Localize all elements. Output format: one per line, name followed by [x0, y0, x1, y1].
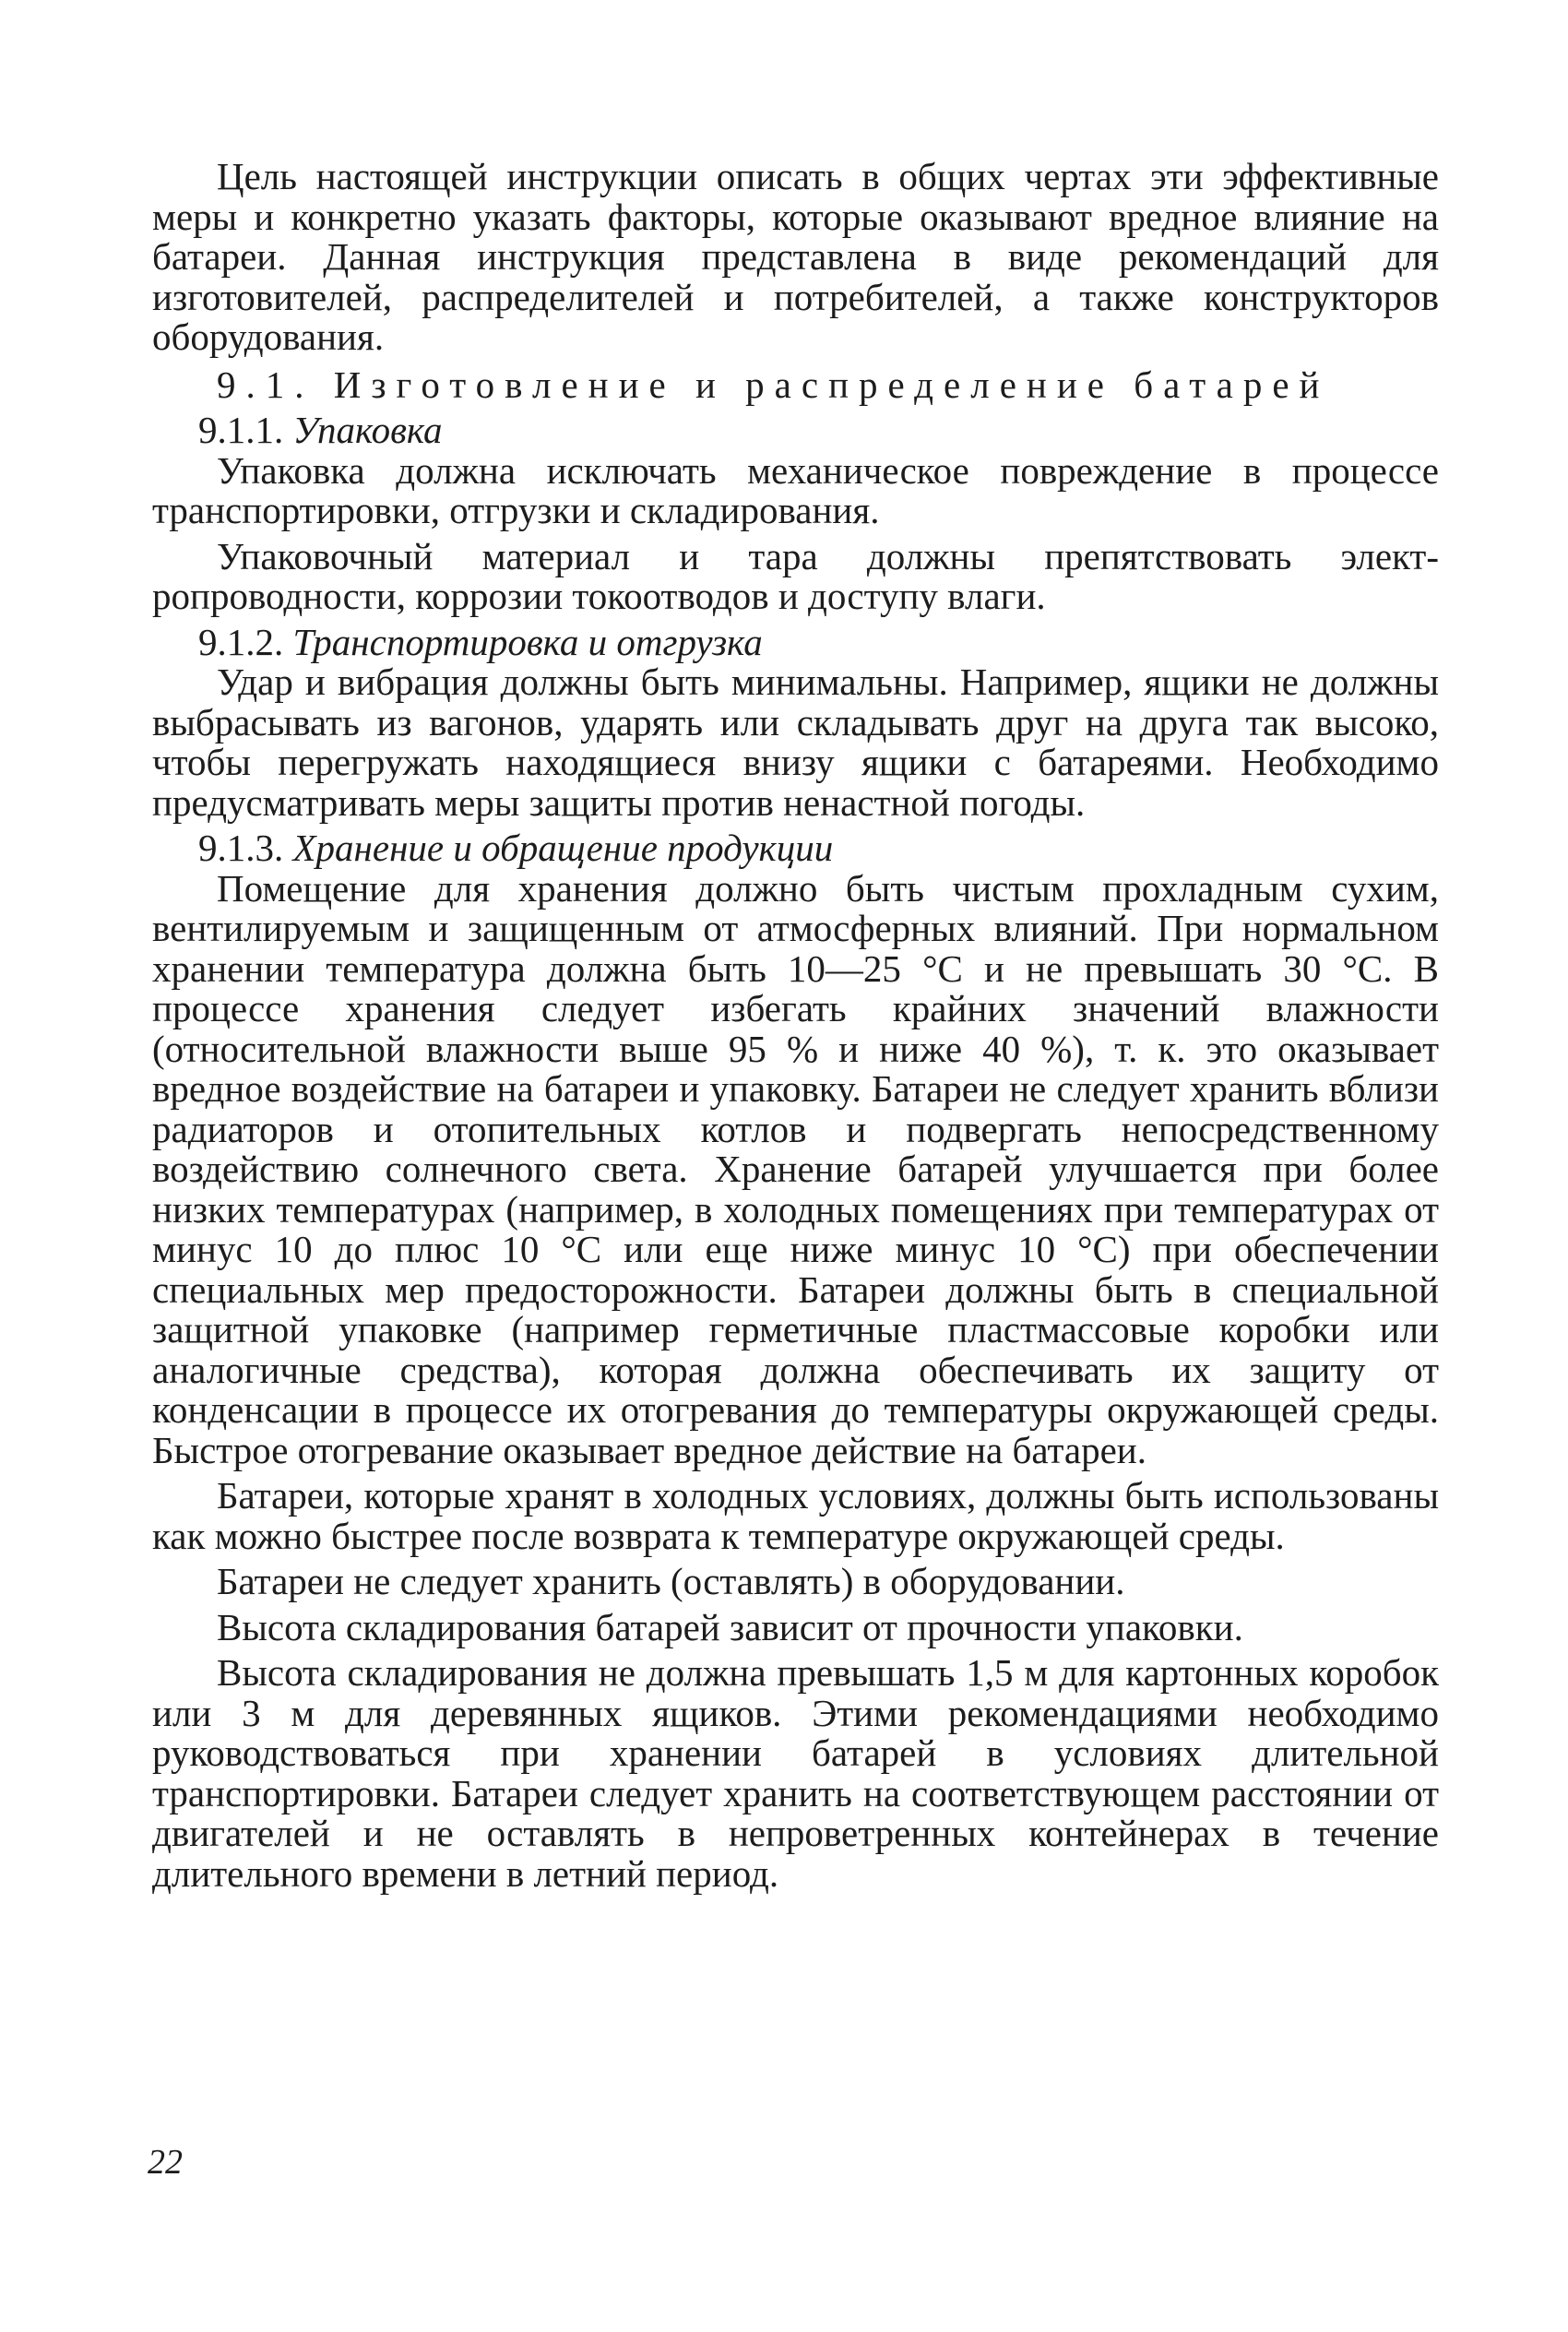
packaging-paragraph: Упаковочный материал и тара должны препятствовать электропроводности, коррозии токоотводов и доступу влаги.: [152, 534, 1439, 617]
subsection-heading-packaging: [152, 410, 1439, 451]
subsection-heading-transport: [152, 620, 1439, 663]
section-heading: [152, 365, 1439, 406]
subsection-number: 9.1.3.: [198, 827, 284, 869]
section-number: 9.1.: [217, 363, 315, 406]
body-text: [152, 157, 1439, 1894]
section-title: Изготовление и распределение батарей: [333, 363, 1330, 406]
subsection-title: Транспортировка и отгрузка: [292, 620, 763, 663]
storage-paragraph: Высота складирования батарей зависит от прочности упаковки.: [217, 1605, 1243, 1648]
storage-paragraph: Высота складирования не должна превышать 1,5 м для картонных коробок или 3 м для деревянных ящиков. Этими рекомендациями необходимо руководствоваться при хранении батарей в условиях длительной транспортировки. Батареи следует хранить на соответствующем расстоянии от двигателей и не оставлять в непроветренных контейнерах в течение длительного времени в летний период.: [152, 1651, 1439, 1895]
storage-paragraph: Батареи не следует хранить (оставлять) в оборудовании.: [217, 1560, 1125, 1602]
subsection-title: Хранение и обращение продукции: [292, 827, 834, 869]
subsection-number: 9.1.2.: [198, 620, 284, 663]
storage-paragraph: Помещение для хранения должно быть чистым прохладным сухим, вентилируемым и защищенным от атмосферных влияний. При нормальном хранении температура должна быть 10—25 °С и не превышать 30 °С. В процессе хранения следует избегать крайних значений влажности (относительной влажности выше 95 % и ниже 40 %), т. к. это оказывает вредное воздействие на батареи и упаковку. Батареи не следует хранить вблизи радиаторов и отопительных котлов и подвергать непосредственному воздействию солнечного света. Хранение батарей улучшается при более низких температурах (например, в холодных помещениях при температурах от минус 10 до плюс 10 °С или еще ниже минус 10 °С) при обеспечении специальных мер предосторожности. Батареи должны быть в специальной защитной упаковке (например герметичные пластмассовые коробки или аналогичные средства), которая должна обеспечивать их защиту от конденсации в процессе их отогревания до температуры окружающей среды. Быстрое отогревание оказывает вредное действие на батареи.: [152, 866, 1439, 1471]
subsection-heading-storage: [152, 828, 1439, 869]
intro-paragraph: Цель настоящей инструкции описать в общих чертах эти эффективные меры и конкретно указать факторы, которые оказывают вредное влияние на батареи. Данная инструкция представлена в виде рекомендаций для изготовителей, распределителей и потребителей, а также конструкторов оборудования.: [152, 155, 1439, 358]
storage-paragraph: Батареи, которые хранят в холодных условиях, должны быть использованы как можно быстрее после возврата к температуре окружающей среды.: [152, 1474, 1439, 1557]
page-number: 22: [148, 2143, 183, 2182]
subsection-title: Упаковка: [292, 409, 443, 451]
transport-paragraph: Удар и вибрация должны быть минимальны. Например, ящики не должны выбрасывать из вагонов, ударять или складывать друг на друга так высоко, чтобы перегружать находящиеся внизу ящики с батареями. Необходимо предусматривать меры защиты против ненастной погоды.: [152, 660, 1439, 824]
packaging-paragraph: Упаковка должна исключать механическое повреждение в процессе транспортировки, отгрузки и складирования.: [152, 448, 1439, 531]
subsection-number: 9.1.1.: [198, 409, 284, 451]
